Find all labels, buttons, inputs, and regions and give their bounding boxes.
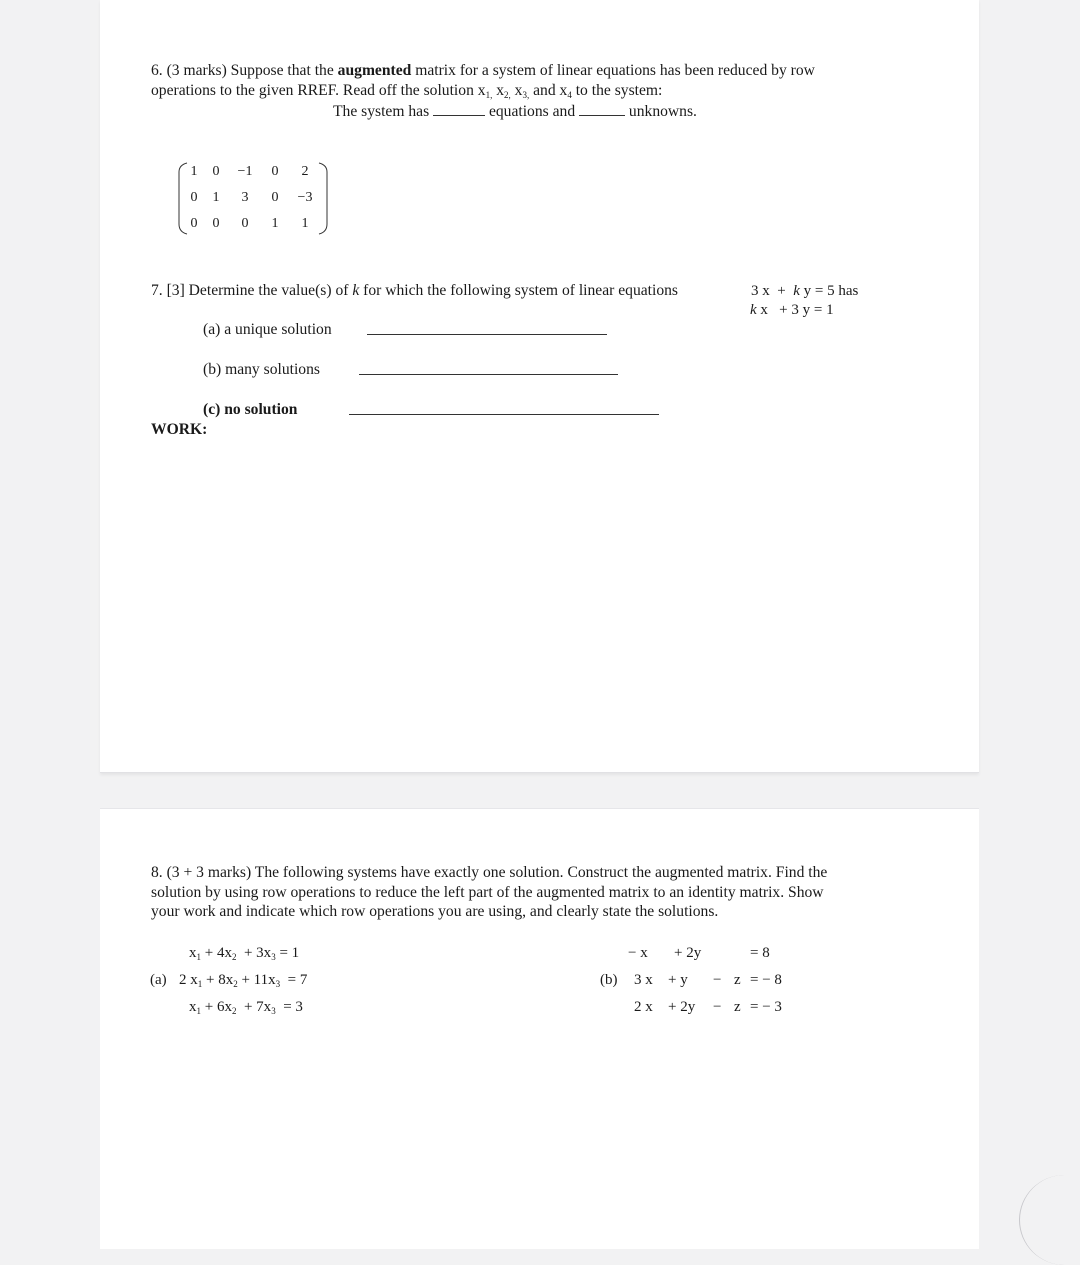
sys-sub: 3 [271,952,276,962]
sys-term: = 3 [283,999,303,1015]
q6-var: to the system: [571,82,663,99]
unknowns-blank[interactable] [579,101,625,116]
q6-var: x [510,82,523,99]
sys-term: + y [668,972,688,988]
sys-term: = − 8 [750,972,782,988]
q7-term: y [799,283,812,299]
system-a-row-2 [179,971,307,993]
q8-line-1: 8. (3 + 3 marks) The following systems have exactly one solution. Construct the augmented matrix. Find the [151,864,828,881]
sys-term: + 3x [243,945,272,961]
document-page-2 [100,808,979,1249]
sys-sub: 1 [196,952,201,962]
matrix-cell: −1 [237,164,253,179]
q6-line-1 [151,61,815,81]
q7-prompt-text: 7. [3] Determine the value(s) of [151,282,353,299]
q7-prompt-rest: for which the following system of linear equations [359,282,679,299]
q7-k-variable: k [352,282,360,299]
q7-term: k [750,302,757,318]
rref-matrix [178,160,328,238]
q6-bold-word: augmented [337,62,412,79]
q6-line3-c: unknowns. [625,103,697,120]
matrix-cell: 3 [241,190,249,205]
q8-line-2: solution by using row operations to reduce the left part of the augmented matrix to an identity matrix. Show [151,884,824,901]
system-b-row-3 [634,998,804,1018]
matrix-cell: 1 [190,164,198,179]
sys-term: + 2y [674,945,702,961]
q6-sub: 1, [485,90,493,100]
q6-sub: 3, [522,90,530,100]
q7-term: + 3 y [779,302,811,318]
q7-term: = 5 has [814,283,859,299]
document-page-1 [100,0,979,773]
sys-term: + 11x [241,972,276,988]
system-a-row-3 [189,998,303,1020]
matrix-cell: 0 [212,216,220,231]
matrix-cell: 0 [271,164,279,179]
sys-sub: 2 [231,1006,237,1016]
sys-term: + 8x [206,972,234,988]
matrix-cell: 2 [301,164,309,179]
q7-term: + [777,283,786,299]
sys-term: − [713,999,722,1015]
sys-sub: 3 [271,1006,276,1016]
q8-line-3: your work and indicate which row operations you are using, and clearly state the solutions. [151,903,719,920]
page-edge-curve [1019,1175,1080,1265]
matrix-cell: 1 [271,216,279,231]
sys-term: 3 x [634,972,653,988]
work-label: WORK: [151,421,208,438]
sys-term: x [189,999,197,1015]
sys-term: = 1 [279,945,300,961]
sys-term: + 7x [243,999,272,1015]
q7-term: x [756,302,768,318]
sys-sub: 3 [275,979,281,989]
q7-b-label: (b) many solutions [203,361,320,378]
sys-term: 2 x [179,972,198,988]
system-b-row-2 [634,971,804,991]
q6-line-3 [333,101,697,122]
matrix-cell: −3 [297,190,313,205]
sys-sub: 2 [233,979,238,989]
matrix-cell: 0 [190,190,198,205]
q7-a-label: (a) a unique solution [203,321,332,338]
sys-sub: 1 [196,1006,201,1016]
matrix-cell: 1 [301,216,309,231]
system-a-row-1 [189,944,299,966]
sys-term: = − 3 [750,999,782,1015]
system-b-row-1 [628,944,798,964]
q7-equation-2 [750,301,834,319]
q7-c-label: (c) no solution [203,401,298,418]
matrix-cell: 1 [212,190,220,205]
q6-var: x [492,82,505,99]
matrix-cell: 0 [271,190,279,205]
q7-term: 3 x [751,283,770,299]
q6-line1-rest: matrix for a system of linear equations has been reduced by row [411,62,815,79]
q6-sub: 2, [504,90,511,100]
q6-line3-b: equations and [485,103,580,120]
q7-b-answer-line[interactable] [359,374,618,375]
q6-line2-text: operations to the given RREF. Read off the solution x [151,82,486,99]
system-b-label: (b) [600,972,618,988]
sys-term: − [713,972,722,988]
q7-term: k [793,283,800,299]
sys-term: + 6x [204,999,232,1015]
sys-term: − x [628,945,648,961]
sys-term: z [734,999,741,1015]
q6-line3-a: The system has [333,103,434,120]
sys-term: + 2y [668,999,696,1015]
q6-line1-text: 6. (3 marks) Suppose that the [151,62,338,79]
matrix-cell: 0 [241,216,249,231]
sys-term: x [189,945,197,961]
q7-equation-1 [751,282,858,300]
sys-term: z [734,972,741,988]
sys-term: = 8 [750,945,770,961]
q7-prompt [151,281,678,301]
sys-term: + 4x [204,945,232,961]
q6-var: and x [529,82,568,99]
matrix-cell: 0 [190,216,198,231]
sys-sub: 1 [197,979,203,989]
q6-sub: 4 [567,90,572,100]
equations-blank[interactable] [433,101,485,116]
q7-a-answer-line[interactable] [367,334,607,335]
sys-term: = 7 [287,972,308,988]
matrix-cell: 0 [212,164,220,179]
q7-c-answer-line[interactable] [349,414,659,415]
q7-term: = 1 [813,302,834,318]
sys-sub: 2 [231,952,237,962]
sys-term: 2 x [634,999,653,1015]
system-a-label: (a) [150,972,167,988]
